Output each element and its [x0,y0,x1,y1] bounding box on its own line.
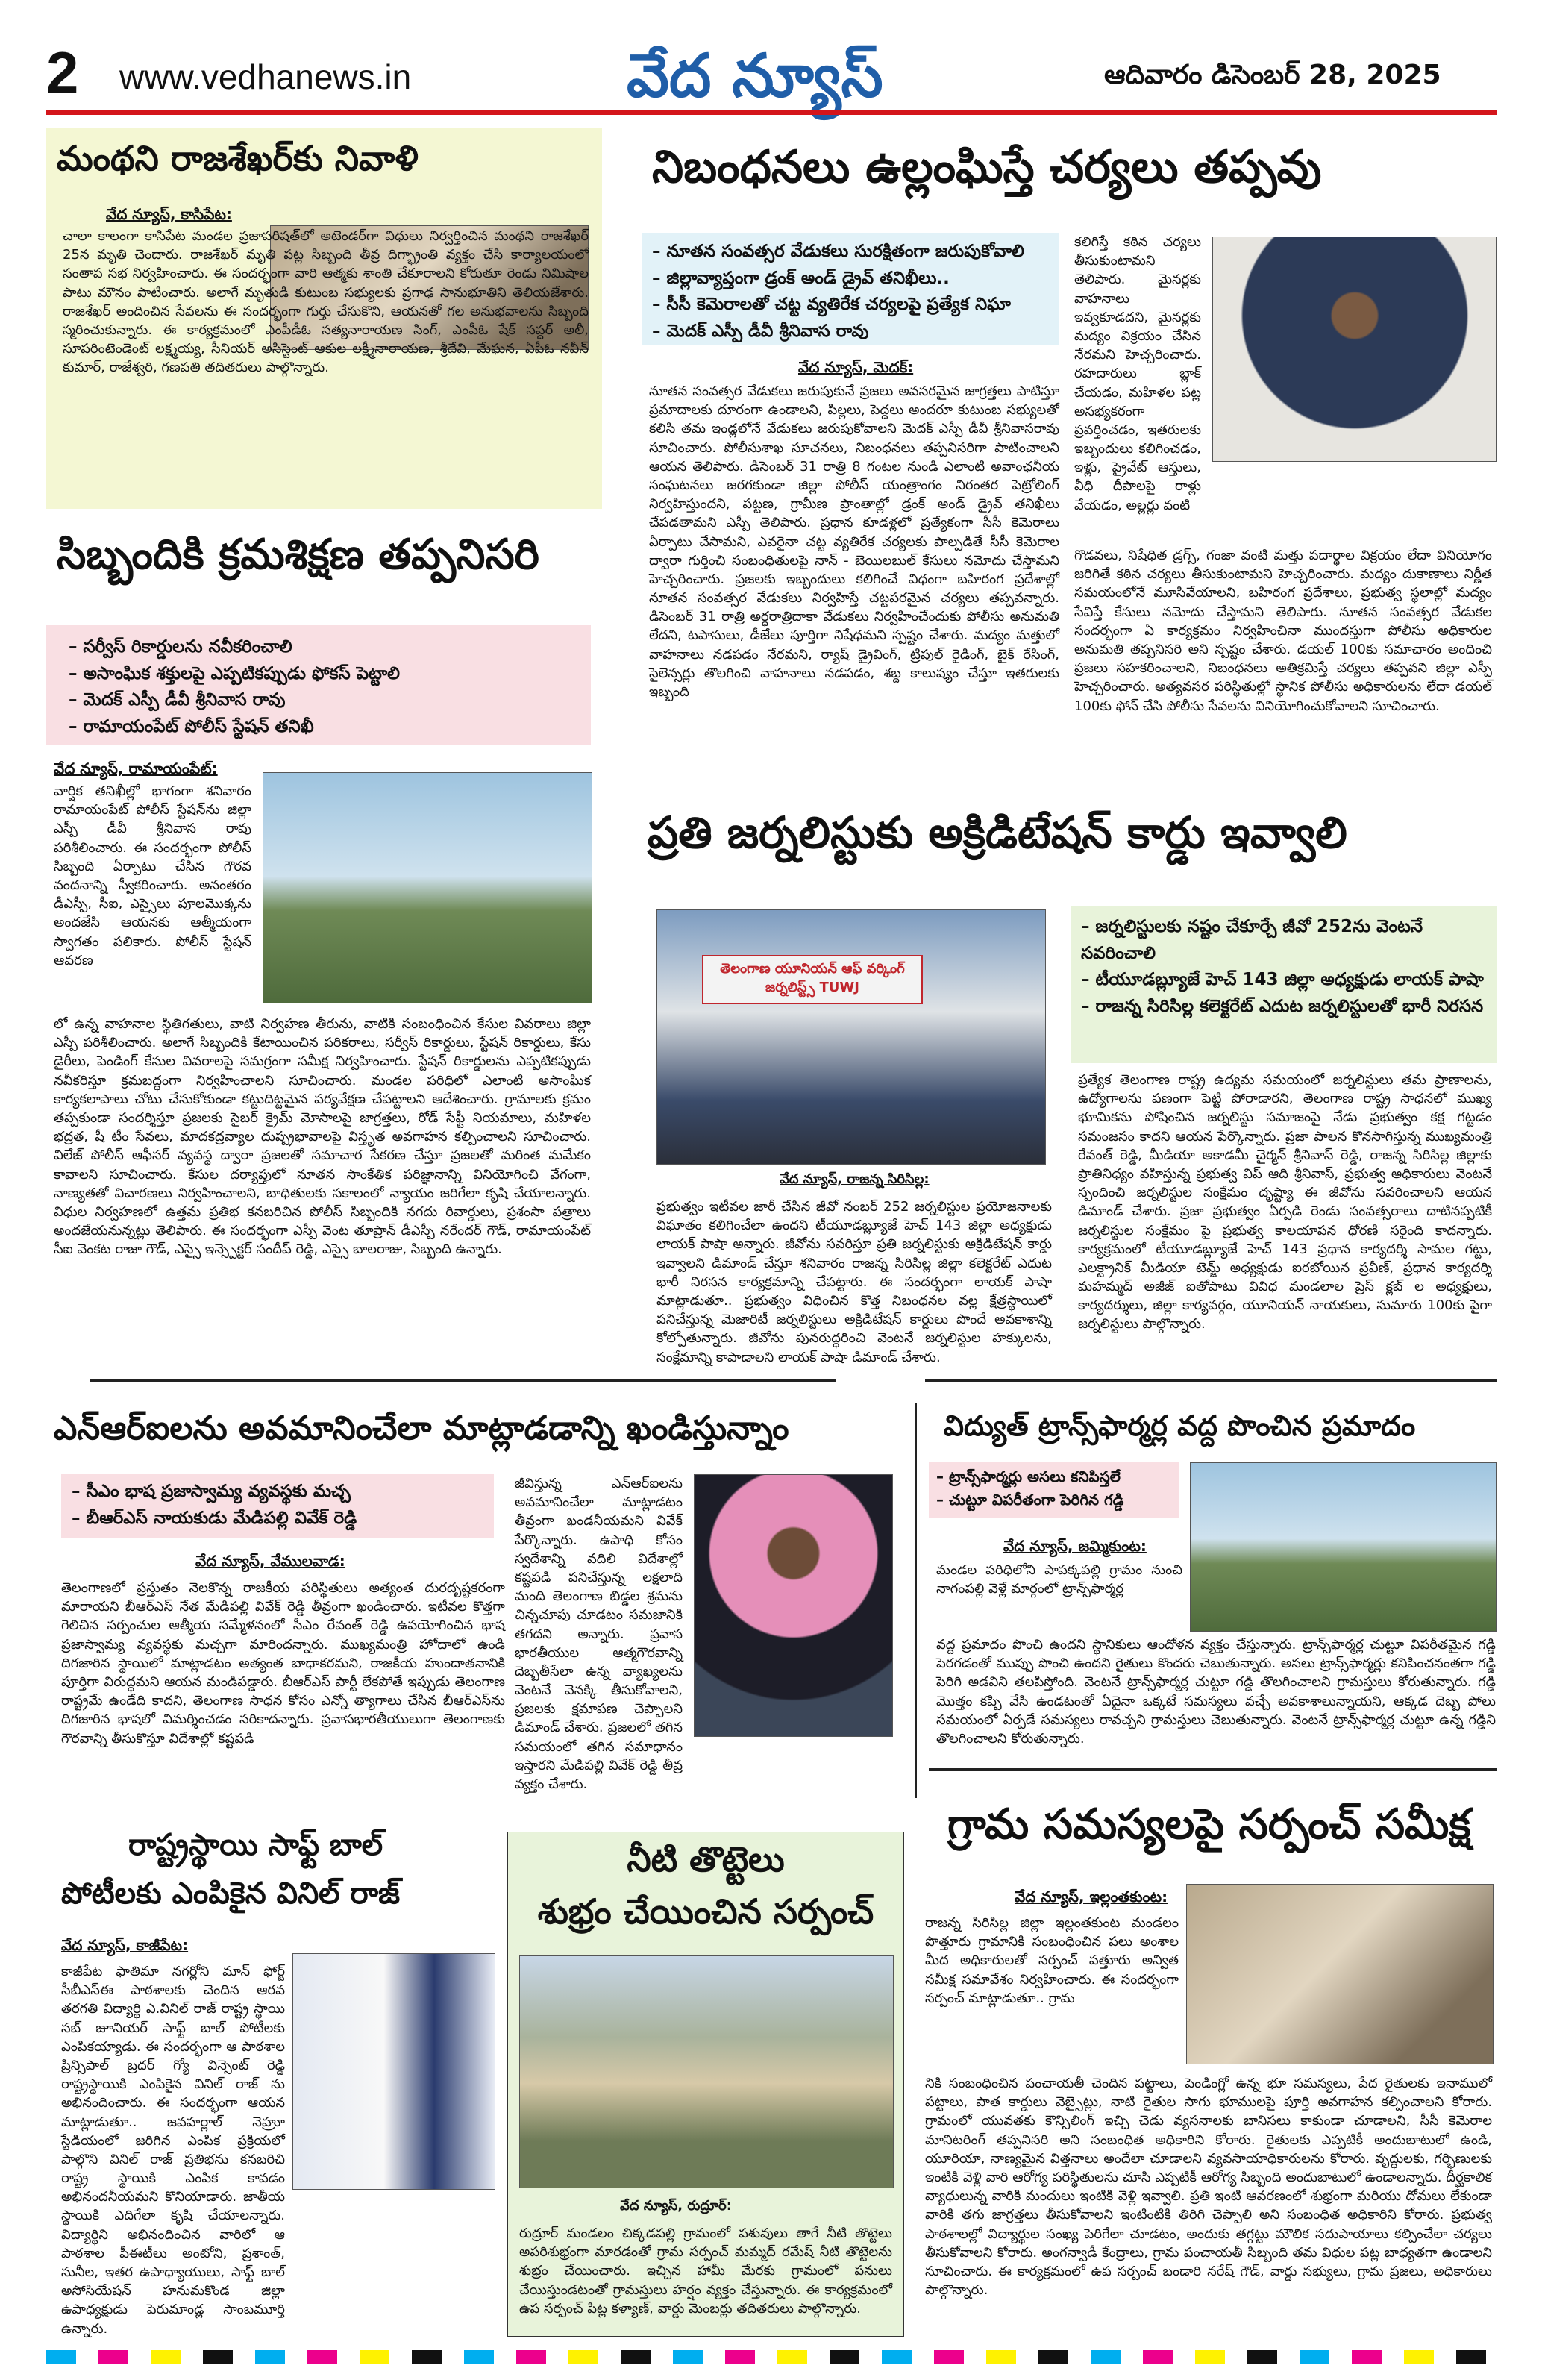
tribute-byline: వేద న్యూస్, కాసిపేట: [106,205,232,223]
nri-article [46,1403,900,1798]
police-body-col1: నూతన సంవత్సర వేడుకలు జరుపుకునే ప్రజలు అవసరమైన జాగ్రత్తలు పాటిస్తూ ప్రమాదాలకు దూరంగా ఉండాలని, పిల్లలు, పెద్దలు అందరూ కుటుంబ సభ్యులతో కలిసి తమ ఇండ్లలోనే వేడుకలు జరుపుకోవాలని మెదక్ ఎస్పీ డీవీ శ్రీనివాసరావు సూచించారు. పోలీసుశాఖ సూచనలు, నిబంధనలు తప్పనిసరిగా పాటించాలని ఆయన తెలిపారు. డిసెంబర్ 31 రాత్రి 8 గంటల నుండి ఎలాంటి అవాంఛనీయ సంఘటనలు జరగకుండా జిల్లా పోలీస్ యంత్రాంగం నిరంతర పెట్రోలింగ్ నిర్వహిస్తుందని, పట్టణ, గ్రామీణ ప్రాంతాల్లో డ్రంక్ అండ్ డ్రైవ్ తనిఖీలు చేపడతామని ఎస్పీ తెలిపారు. ప్రధాన కూడళ్లలో ప్రత్యేకంగా సీసీ కెమెరాలు ఏర్పాటు చేసామని, ఎవరైనా చట్ట వ్యతిరేక చర్యలకు పాల్పడితే సీసీ కెమెరాల ద్వారా గుర్తించి సంబంధితులపై నాన్ - బెయిలబుల్ కేసులు నమోదు చేస్తామని హెచ్చరించారు. ప్రజలకు ఇబ్బందులు కలిగించే విధంగా బహిరంగ ప్రదేశాల్లో నూతన సంవత్సర వేడుకలు నిర్వహిస్తే చట్టపరమైన చర్యలు తప్పవన్నారు. డిసెంబర్ 31 రాత్రి అర్ధరాత్రిదాకా వేడుకలు నిర్వహించేందుకు పోలీసు అనుమతి లేదని, టపాసులు, డీజేలు పూర్తిగా నిషేధమని స్పష్టం చేశారు. మద్యం మత్తులో వాహనాలు నడపడం నేరమని, ర్యాష్ డ్రైవింగ్, ట్రిపుల్ రైడింగ్, బైక్ రేసింగ్, సైలెన్సర్లు తొలగించి వాహనాలు నడపడం, శబ్ద కాలుష్యం చేస్తూ ఇతరులకు ఇబ్బంది [649,383,1059,700]
website-url[interactable]: www.vedhanews.in [119,57,412,96]
station-inspection-photo [263,772,592,1003]
transformer-highlights [929,1462,1179,1518]
tanks-headline-line2: శుభ్రం చేయించిన సర్పంచ్ [537,1891,874,1932]
highlight-item: – రాజన్న సిరిసిల్ల కలెక్టరేట్ ఎదుట జర్నలిస్టులతో భారీ నిరసన [1081,996,1484,1016]
highlight-item: – సర్వీస్ రికార్డులను నవీకరించాలి [69,637,292,657]
section-divider [929,1768,1497,1771]
police-body-col3: గొడవలు, నిషేధిత డ్రగ్స్, గంజా వంటి మత్తు పదార్థాల విక్రయం లేదా వినియోగం జరిగితే కఠిన చర్యలు తీసుకుంటామని హెచ్చరించారు. మద్యం దుకాణాలు నిర్ణీత సమయంలోనే మూసివేయాలని, బహిరంగ ప్రదేశాలు, ప్రభుత్వ స్థలాల్లో మద్యం సేవిస్తే కేసులు నమోదు చేస్తామని తెలిపారు. నూతన సంవత్సర వేడుకల సందర్భంగా ఏ కార్యక్రమం నిర్వహించినా ముందస్తుగా పోలీసు అధికారుల అనుమతి తప్పనిసరి అని స్పష్టం చేశారు. డయల్ 100కు సమాచారం అందించి ప్రజలు సహకరించాలని, నిబంధనలు అతిక్రమిస్తే చర్యలు తప్పవని జిల్లా ఎస్పీ హెచ్చరించారు. అత్యవసర పరిస్థితుల్లో స్థానిక పోలీసు అధికారులను లేదా డయల్ 100కు ఫోన్ చేసి పోలీసు సేవలను వినియోగించుకోవాలని సూచించారు. [1074,548,1492,714]
tanks-headline-line1: నీటి తొట్టెలు [627,1839,785,1879]
highlight-item: – జిల్లావ్యాప్తంగా డ్రంక్ అండ్ డ్రైవ్ తనిఖీలు.. [652,268,950,288]
highlight-item: – నూతన సంవత్సర వేడుకలు సురక్షితంగా జరుపుకోవాలి [652,242,1024,261]
training-byline: వేద న్యూస్, రామాయంపేట్: [54,760,218,777]
transformer-byline: వేద న్యూస్, జమ్మికుంట: [1003,1537,1147,1555]
softball-headline-line2: పోటీలకు ఎంపికైన వినిల్ రాజ్ [61,1876,401,1911]
protest-banner: తెలంగాణ యూనియన్ ఆఫ్ వర్కింగ్ జర్నలిస్ట్స్ TUWJ [702,955,923,1004]
accreditation-headline: ప్రతి జర్నలిస్టుకు అక్రిడిటేషన్ కార్డు ఇవ్వాలి [648,807,1347,858]
accreditation-byline: వేద న్యూస్, రాజన్న సిరిసిల్ల: [780,1171,930,1187]
highlight-item: – చుట్టూ విపరీతంగా పెరిగిన గడ్డి [936,1491,1124,1509]
highlight-item: – జర్నలిస్టులకు నష్టం చేకూర్చే జీవో 252ను వెంటనే సవరించాలి [1081,917,1423,963]
meeting-photo [1186,1884,1494,2064]
training-highlights [46,625,591,745]
highlight-item: – ట్రాన్స్‌ఫార్మర్లు అసలు కనిపిస్తలే [936,1468,1121,1485]
training-headline: సిబ్బందికి క్రమశిక్షణ తప్పనిసరి [57,530,539,579]
police-highlights [642,233,1059,345]
tanks-body: రుద్రూర్ మండలం చిక్కడపల్లి గ్రామంలో పశువులు తాగే నీటి తొట్టెలు అపరిశుభ్రంగా మారడంతో గ్రామ సర్పంచ్ మమ్మద్ రమేష్ నీటి తొట్టెలను శుభ్రం చేయించారు. ఇచ్చిన హామీ మేరకు గ్రామంలో పనులు చేయిస్తుండటంతో గ్రామస్తులు హర్షం వ్యక్తం చేస్తున్నారు. ఈ కార్యక్రమంలో ఉప సర్పంచ్ పిట్ల కళ్యాణ్, వార్డు మెంబర్లు తదితరులు పాల్గొన్నారు. [519,2226,892,2317]
transformer-headline: విద్యుత్ ట్రాన్స్‌ఫార్మర్ల వద్ద పొంచిన ప్రమాదం [944,1409,1416,1442]
newspaper-logo: వేద న్యూస్ [627,41,883,110]
police-byline: వేద న్యూస్, మెదక్: [798,358,914,376]
police-body-col2: కలిగిస్తే కఠిన చర్యలు తీసుకుంటామని తెలిపారు. మైనర్లకు వాహనాలు ఇవ్వకూడదని, మైనర్లకు మద్యం విక్రయం చేసిన నేరమని హెచ్చరించారు. రహదారులు బ్లాక్ చేయడం, మహిళల పట్ల అసభ్యకరంగా ప్రవర్తించడం, ఇతరులకు ఇబ్బందులు కలిగించడం, ఇళ్లు, ప్రైవేట్ ఆస్తులు, వీధి దీపాలపై రాళ్లు వేయడం, అల్లర్లు వంటి [1074,234,1201,513]
page-number: 2 [46,40,79,105]
transformer-article [929,1403,1497,1746]
training-body-col2: లో ఉన్న వాహనాల స్థితిగతులు, వాటి నిర్వహణ తీరును, వాటికి సంబంధించిన కేసుల వివరాలు జిల్లా ఎస్పీ పరిశీలించారు. అలాగే సిబ్బందికి కేటాయించిన పరికరాలు, సర్వీస్ రికార్డులు, స్టేషన్ రికార్డులు, కేసు డైరీలు, పెండింగ్ కేసుల వివరాలపై సమగ్రంగా సమీక్ష నిర్వహించారు. స్టేషన్ రికార్డులను ఎప్పటికప్పుడు నవీకరిస్తూ క్రమబద్ధంగా నిర్వహించాలని సూచించారు. మండల పరిధిలో ఎలాంటి అసాంఘిక కార్యకలాపాలు చోటు చేసుకోకుండా కట్టుదిట్టమైన పర్యవేక్షణ చేపట్టాలని ఆదేశించారు. గ్రామాలకు క్రమం తప్పకుండా సందర్శిస్తూ ప్రజలకు సైబర్ క్రైమ్ మోసాలపై జాగ్రత్తలు, రోడ్ సేఫ్టీ నియమాలు, మహిళల భద్రత, షీ టీం సేవలు, మాదకద్రవ్యాల దుష్ప్రభావాలపై విస్తృత అవగాహన కల్పించాలని సూచించారు. విలేజ్ పోలీస్ ఆఫీసర్ వ్యవస్థ ద్వారా ప్రజలతో సమాచార సేకరణ చేస్తూ ప్రజలతో మరింత మమేకం కావాలని సూచించారు. కేసుల దర్యాప్తులో నూతన సాంకేతిక పరిజ్ఞానాన్ని వినియోగించి వేగంగా, నాణ్యతతో విచారణలు నిర్వహించాలని, బాధితులకు సకాలంలో న్యాయం జరిగేలా కృషి చేయాలన్నారు. విధుల నిర్వహణలో ఉత్తమ ప్రతిభ కనబరిచిన పోలీస్ సిబ్బందికి నగదు రివార్డులు, ప్రశంసా పత్రాలు అందజేయనున్నట్లు తెలిపారు. ఈ సందర్భంగా ఎస్పీ వెంట తూప్రాన్ డీఎస్పీ నరేందర్ గౌడ్, రామాయంపేట్ సీఐ వెంకట రాజా గౌడ్, ఎస్సై ఇన్స్పెక్టర్ సందీప్ రెడ్డి, ఎస్సై బాలరాజు, సిబ్బంది ఉన్నారు. [54,1016,591,1258]
sarpanch-body-col2: నికి సంబంధించిన పంచాయతీ చెందిన పట్టాలు, పెండింగ్లో ఉన్న భూ సమస్యలు, పేద రైతులకు ఇనాములో పట్టాలు, పాత కార్డులు వెబ్సైట్లు, నాటి రైతుల సాగు భూములపై పూర్తి అవగాహన కల్పించాలని కోరారు. గ్రామంలో యువతకు కౌన్సిలింగ్ ఇచ్చి చెడు వ్యసనాలకు బానిసలు కాకుండా చూడాలని, సీసీ కెమెరాల మానిటరింగ్ తప్పనిసరి అని సంబంధిత అధికారిని కోరారు. రైతులకు ఎప్పటికీ అందుబాటులో ఉండి, యూరియా, నాణ్యమైన విత్తనాలు అందేలా చూడాలని వ్యవసాయాధికారులను కోరారు. వృద్ధులకు, గర్భిణులకు ఇంటికి వెళ్లి వారి ఆరోగ్య పరిస్థితులను చూసి ఎప్పటికీ ఆరోగ్య సిబ్బంది అందుబాటులో ఉండాలన్నారు. దీర్ఘకాలిక వ్యాధులున్న వారికి మందులు ఇంటికి వెళ్లి ఇవ్వాలి. ప్రతి ఇంటి ఆవరణంలో శుభ్రంగా మరియు దోమలు లేకుండా వారికి తగు జాగ్రత్తలు తీసుకోవాలని ఇంటింటికి తిరిగి చెప్పాలి అని సంబంధిత అధికారిని కోరారు. ప్రభుత్వ పాఠశాలల్లో విద్యార్థుల సంఖ్య పెరిగేలా చూడటం, అందుకు తగ్గట్టు మౌలిక సదుపాయాలు కల్పించేలా చర్యలు తీసుకోవాలని కోరారు. అంగన్వాడీ కేంద్రాలు, గ్రామ పంచాయతీ సిబ్బంది తమ విధుల పట్ల బాధ్యతగా ఉండాలని సూచించారు. ఈ కార్యక్రమంలో ఉప సర్పంచ్ బండారి నరేష్ గౌడ్, వార్డు సభ్యులు, గ్రామ ప్రజలు, అధికారులు పాల్గొన్నారు. [925,2076,1492,2299]
softball-byline: వేద న్యూస్, కాజీపేట: [61,1936,189,1954]
softball-headline-line1: రాష్ట్రస్థాయి సాఫ్ట్ బాల్ [128,1828,383,1862]
transformer-body-col1: మండల పరిధిలోని పాపక్కపల్లి గ్రామం నుంచి నాగంపల్లి వెళ్లే మార్గంలో ట్రాన్స్‌ఫార్మర్ల [936,1562,1182,1597]
masthead-divider [46,110,1497,115]
police-headline: నిబంధనలు ఉల్లంఘిస్తే చర్యలు తప్పవు [652,141,1322,193]
highlight-item: – సీసీ కెమెరాలతో చట్ట వ్యతిరేక చర్యలపై ప్రత్యేక నిఘా [652,295,1011,315]
highlight-item: – మెదక్ ఎస్పీ డీవీ శ్రీనివాస రావు [652,321,869,341]
issue-date: ఆదివారం డిసెంబర్ 28, 2025 [1104,60,1441,90]
tribute-article [46,128,602,509]
highlight-item: – సీఎం భాష ప్రజాస్వామ్య వ్యవస్థకు మచ్చ [72,1482,351,1501]
training-body-col1: వార్షిక తనిఖీల్లో భాగంగా శనివారం రామాయంపేట్ పోలీస్ స్టేషన్‌ను జిల్లా ఎస్పీ డీవీ శ్రీనివాస రావు పరిశీలించారు. ఈ సందర్భంగా పోలీస్ సిబ్బంది ఏర్పాటు చేసిన గౌరవ వందనాన్ని స్వీకరించారు. అనంతరం డీఎస్పీ, సీఐ, ఎస్సైలు పూలమొక్కను అందజేసి ఆయనకు ఆత్మీయంగా స్వాగతం పలికారు. పోలీస్ స్టేషన్ ఆవరణ [54,783,251,968]
accreditation-body-col2: ప్రత్యేక తెలంగాణ రాష్ట్ర ఉద్యమ సమయంలో జర్నలిస్టులు తమ ప్రాణాలను, ఉద్యోగాలను పణంగా పెట్టి పోరాడారని, తెలంగాణ రాష్ట్ర సాధనలో ముఖ్య భూమికను పోషించిన జర్నలిస్టు సమాజంపై నేడు ప్రభుత్వం కక్ష గట్టడం సమంజసం కాదని ఆయన పేర్కొన్నారు. ప్రజా పాలన కొనసాగిస్తున్న ముఖ్యమంత్రి రేవంత్ రెడ్డి, మీడియా అకాడమీ చైర్మన్ శ్రీనివాస్ రెడ్డి, రాజన్న సిరిసిల్ల జిల్లాకు ప్రాతినిధ్యం వహిస్తున్న ప్రభుత్వ విప్ ఆది శ్రీనివాస్, ప్రభుత్వ అధికారులు వెంటనే స్పందించి జర్నలిస్టుల సంక్షేమం దృష్ట్యా ఈ జీవోను సవరించాలని ఆయన డిమాండ్ చేశారు. ప్రజా ప్రభుత్వం ఏర్పడి రెండు సంవత్సరాలు దాటినప్పటికీ జర్నలిస్టుల సంక్షేమం పై ప్రభుత్వ కాలయాపన ధోరణి సరైంది కాదన్నారు. కార్యక్రమంలో టీయూడబ్ల్యూజే హెచ్ 143 ప్రధాన కార్యదర్శి సామల గట్టు, ఎలక్ట్రానిక్ మీడియా టెమ్జ్ అధ్యక్షుడు ఐరబోయిన ప్రవీణ్, ప్రధాన కార్యదర్శి మహమ్మద్ అజీజ్ ఐతోపాటు వివిధ మండలాల ప్రెస్ క్లబ్ ల అధ్యక్షులు, కార్యదర్శులు, జిల్లా కార్యవర్గం, యూనియన్ నాయకులు, సుమారు 100కు పైగా జర్నలిస్టులు పాల్గొన్నారు. [1078,1072,1492,1333]
nri-headline: ఎన్ఆర్ఐలను అవమానించేలా మాట్లాడడాన్ని ఖండిస్తున్నాం [54,1409,789,1447]
training-article [46,522,602,1313]
student-award-photo [292,1953,495,2190]
sp-portrait-photo [1212,237,1497,462]
water-tank-photo [519,1955,894,2188]
softball-article [46,1820,501,2343]
vivek-reddy-portrait [694,1474,893,1737]
nri-highlights [61,1474,494,1538]
sarpanch-headline: గ్రామ సమస్యలపై సర్పంచ్ సమీక్ష [947,1800,1471,1849]
highlight-item: – అసాంఘిక శక్తులపై ఎప్పటికప్పుడు ఫోకస్ పెట్టాలి [69,663,401,683]
section-divider [925,1379,1497,1382]
softball-body: కాజీపేట ఫాతిమా నగర్లోని మాన్ ఫోర్ట్ సీబీఎస్ఈ పాఠశాలకు చెందిన ఆరవ తరగతి విద్యార్థి ఎ.వినిల్ రాజ్ రాష్ట్ర స్థాయి సబ్ జూనియర్ సాఫ్ట్ బాల్ పోటీలకు ఎంపికయ్యాడు. ఈ సందర్భంగా ఆ పాఠశాల ప్రిన్సిపాల్ బ్రదర్ గ్యో విన్సెంట్ రెడ్డి రాష్ట్రస్థాయికి ఎంపికైన వినిల్ రాజ్ ను అభినందించారు. ఈ సందర్భంగా ఆయన మాట్లాడుతూ.. జవహర్లాల్ నెహ్రూ స్టేడియంలో జరిగిన ఎంపిక ప్రక్రియలో పాల్గొని వినిల్ రాజ్ ప్రతిభను కనబరిచి రాష్ట్ర స్థాయికి ఎంపిక కావడం అభినందనీయమని కొనియాడారు. జాతీయ స్థాయికి ఎదిగేలా కృషి చేయాలన్నారు. విద్యార్థిని అభినందించిన వారిలో ఆ పాఠశాల పీఈటీలు అంటోని, ప్రశాంత్, సునీల, ఇతర ఉపాధ్యాయులు, సాఫ్ట్ బాల్ అసోసియేషన్ హనుమకొండ జిల్లా ఉపాధ్యక్షుడు పెరుమాండ్ల సాంబమూర్తి ఉన్నారు. [61,1964,285,2337]
highlight-item: – టీయూడబ్ల్యూజే హెచ్ 143 జిల్లా అధ్యక్షుడు లాయక్ పాషా [1081,970,1484,990]
accreditation-highlights [1071,906,1497,1063]
tribute-headline: మంథని రాజశేఖర్‌కు నివాళి [57,138,419,178]
sarpanch-body-col1: రాజన్న సిరిసిల్ల జిల్లా ఇల్లంతకుంట మండలం పొత్తూరు గ్రామానికి సంబంధించిన పలు అంశాల మీద అధికారులతో సర్పంచ్ పత్తూరు అన్విత సమీక్ష సమావేశం నిర్వహించారు. ఈ సందర్భంగా సర్పంచ్ మాట్లాడుతూ.. గ్రామ [925,1915,1179,2006]
highlight-item: – బీఆర్ఎస్ నాయకుడు మేడిపల్లి వివేక్ రెడ్డి [72,1508,357,1528]
protest-photo [656,909,1046,1165]
sarpanch-byline: వేద న్యూస్, ఇల్లంతకుంట: [1015,1888,1168,1905]
tribute-body: చాలా కాలంగా కాసిపేట మండల ప్రజాపరిషత్‌లో అటెండర్‌గా విధులు నిర్వర్తించిన మంథని రాజశేఖర్ 25న మృతి చెందారు. రాజశేఖర్ మృతి పట్ల సిబ్బంది తీవ్ర దిగ్భ్రాంతి వ్యక్తం చేసి కార్యాలయంలో సంతాప సభ నిర్వహించారు. ఈ సందర్భంగా వారి ఆత్మకు శాంతి చేకూరాలని కోరుతూ రెండు నిమిషాల పాటు మౌనం పాటించారు. అలాగే మృతుడి కుటుంబ సభ్యులకు ప్రగాఢ సానుభూతిని తెలియజేశారు. రాజశేఖర్ అందించిన సేవలను ఈ సందర్భంగా గుర్తు చేసుకొని, ఆయనతో గల అనుభవాలను సిబ్బంది స్మరించుకున్నారు. ఈ కార్యక్రమంలో ఎంపీడీఓ సత్యనారాయణ సింగ్, ఎంపీఓ షేక్ సప్దర్ అలీ, సూపరింటెండెంట్ లక్ష్మయ్య, సీనియర్ అసిస్టెంట్ ఆకుల లక్ష్మీనారాయణ, శ్రీదేవి, మేఘన, ఏపీఓ నవీన్ కుమార్, రాజేశ్వరి, గణపతి తదితరులు పాల్గొన్నారు. [63,228,589,376]
sarpanch-article [918,1791,1497,2339]
highlight-item: – మెదక్ ఎస్పీ డీవీ శ్రీనివాస రావు [69,690,286,710]
section-divider [90,1379,836,1382]
highlight-item: – రామాయంపేట్ పోలీస్ స్టేషన్ తనిఖీ [69,716,314,736]
tanks-byline: వేద న్యూస్, రుద్రూర్: [620,2198,732,2214]
tanks-article [507,1832,904,2337]
nri-byline: వేద న్యూస్, వేములవాడ: [195,1552,345,1570]
color-registration-strip [46,2350,1497,2364]
police-article [642,128,1497,785]
nri-body-col2: తెలంగాణలో ప్రస్తుతం నెలకొన్న రాజకీయ పరిస్థితులు అత్యంత దురదృష్టకరంగా మారాయని బీఆర్ఎస్ నేత మేడిపల్లి వివేక్ రెడ్డి తీవ్రంగా ఖండించారు. ఇటీవల కొత్తగా గెలిచిన సర్పంచుల ఆత్మీయ సమ్మేళనంలో సీఎం రేవంత్ రెడ్డి ఉపయోగించిన భాష ప్రజాస్వామ్య వ్యవస్థకు మచ్చగా మారిందన్నారు. ముఖ్యమంత్రి హోదాలో ఉండి దిగజారిన స్థాయిలో మాట్లాడటం అత్యంత బాధాకరమని, రాజకీయ హుందాతనానికి పూర్తిగా విరుద్ధమని ఆయన మండిపడ్డారు. బీఆర్ఎస్ పార్టీ లేకపోతే ఇప్పుడు తెలంగాణ రాష్ట్రమే ఉండేది కాదని, తెలంగాణ సాధన కోసం ఎన్నో త్యాగాలు చేసిన బీఆర్ఎస్‌ను దిగజారిన భాషలో విమర్శించడం సరికాదన్నారు. ప్రవాసభారతీయులుగా తెలంగాణకు గౌరవాన్ని తీసుకొస్తూ విదేశాల్లో కష్టపడి [61,1580,505,1747]
transformer-photo [1190,1462,1497,1632]
column-rule [915,1403,917,1798]
accreditation-body-col1: ప్రభుత్వం ఇటీవల జారీ చేసిన జీవో నంబర్ 252 జర్నలిస్టుల ప్రయోజనాలకు విఘాతం కలిగించేలా ఉందని టీయూడబ్ల్యూజే హెచ్ 143 జిల్లా అధ్యక్షుడు లాయక్ పాషా అన్నారు. జీవోను సవరిస్తూ ప్రతి జర్నలిస్టుకు అక్రిడిటేషన్ కార్డు ఇవ్వాలని డిమాండ్ చేస్తూ శనివారం రాజన్న సిరిసిల్ల జిల్లా కలెక్టరేట్ ఎదుట భారీ నిరసన కార్యక్రమాన్ని చేపట్టారు. ఈ సందర్భంగా లాయక్ పాషా మాట్లాడుతూ.. ప్రభుత్వం విధించిన కొత్త నిబంధనల వల్ల క్షేత్రస్థాయిలో పనిచేస్తున్న మెజారిటీ జర్నలిస్టులు అక్రిడిటేషన్ కార్డులు పొందే అవకాశాన్ని కోల్పోతున్నారు. జీవోను పునరుద్ధరించి వెంటనే జర్నలిస్టుల హక్కులను, సంక్షేమాన్ని కాపాడాలని లాయక్ పాషా డిమాండ్ చేశారు. [656,1199,1052,1365]
accreditation-article [642,795,1497,1365]
nri-body-col1: జీవిస్తున్న ఎన్ఆర్ఐలను అవమానించేలా మాట్లాడటం తీవ్రంగా ఖండనీయమని వివేక్ పేర్కొన్నారు. ఉపాధి కోసం స్వదేశాన్ని వదిలి విదేశాల్లో కష్టపడి పనిచేస్తున్న లక్షలాది మంది తెలంగాణ బిడ్డల శ్రమను చిన్నచూపు చూడటం సమజానికి తగదని అన్నారు. ప్రవాస భారతీయుల ఆత్మగౌరవాన్ని దెబ్బతీసేలా ఉన్న వ్యాఖ్యలను వెంటనే వెనక్కి తీసుకోవాలని, ప్రజలకు క్షమాపణ చెప్పాలని డిమాండ్ చేశారు. ప్రజలలో తగిన సమయంలో తగిన సమాధానం ఇస్తారని మేడిపల్లి వివేక్ రెడ్డి తీవ్ర వ్యక్తం చేశారు. [515,1476,683,1792]
transformer-body-col2: వద్ద ప్రమాదం పొంచి ఉందని స్థానికులు ఆందోళన వ్యక్తం చేస్తున్నారు. ట్రాన్స్‌ఫార్మర్ల చుట్టూ విపరీతమైన గడ్డి పెరగడంతో ముప్పు పొంచి ఉందని రైతులు కొందరు చెబుతున్నారు. అసలు ట్రాన్స్‌ఫార్మర్లు కనిపించనంతగా గడ్డి పెరిగి అడవిని తలపిస్తోంది. వెంటనే ట్రాన్స్‌ఫార్మర్ల చుట్టూ గడ్డి తొలగించాలని గ్రామస్తులు కోరుతున్నారు. గడ్డి మొత్తం కప్పి వేసి ఉండటంతో ఏదైనా ఒక్కటే సమస్యలు వచ్చే అవకాశాలున్నాయని, ఆక్కడ దెబ్బ పోలు సమయంలో ఏర్పడే సమస్యలు రావచ్చని గ్రామస్తులు చెబుతున్నారు. వెంటనే ట్రాన్స్‌ఫార్మర్ల చుట్టూ ఉన్న గడ్డిని తొలగించాలని కోరుతున్నారు. [936,1637,1496,1747]
